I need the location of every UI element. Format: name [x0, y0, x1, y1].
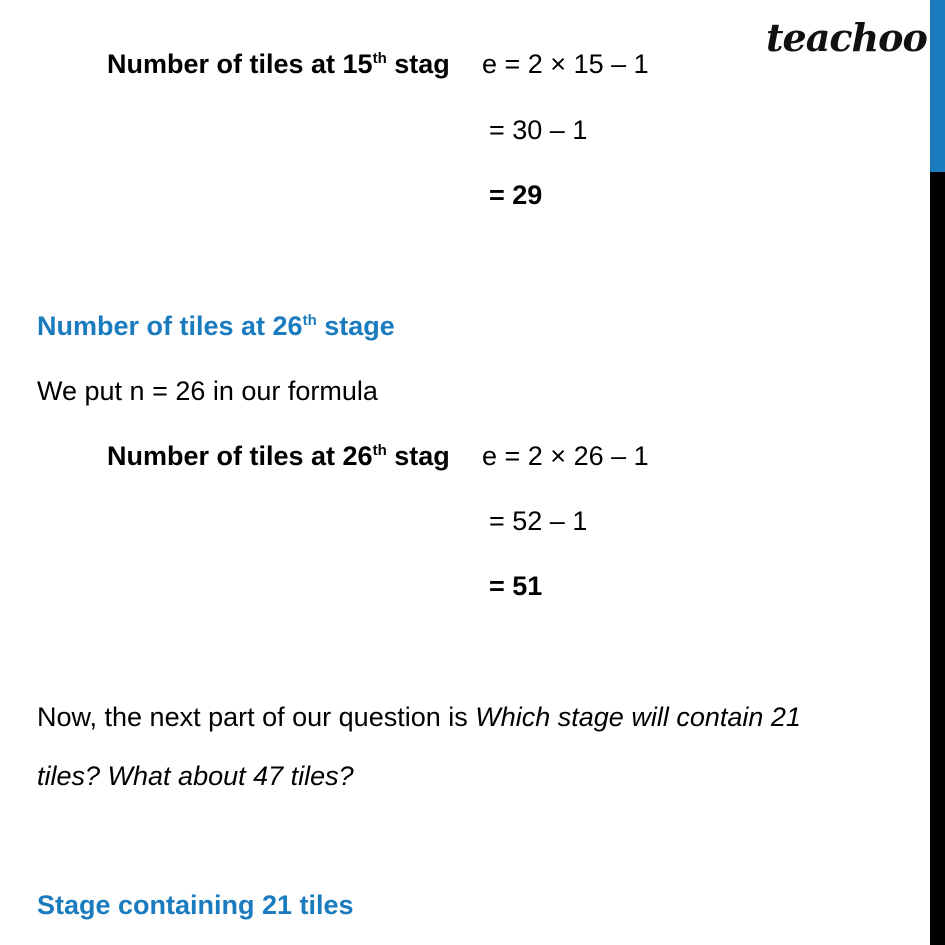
- put-n-26-text: We put n = 26 in our formula: [37, 376, 378, 406]
- heading-stage-21-tiles: Stage containing 21 tiles: [37, 890, 354, 920]
- stage15-label: Number of tiles at 15th stag: [107, 49, 450, 79]
- question-line-1: Now, the next part of our question is Which stage will contain 21: [37, 702, 801, 732]
- heading-stage26: Number of tiles at 26th stage: [37, 311, 395, 341]
- stage15-equation-1: e = 2 × 15 – 1: [482, 49, 649, 79]
- stage26-result: = 51: [489, 571, 543, 601]
- side-rail-accent: [930, 0, 945, 172]
- stage26-equation-2: = 52 – 1: [489, 506, 588, 536]
- stage26-label: Number of tiles at 26th stag: [107, 441, 450, 471]
- stage26-equation-1: e = 2 × 26 – 1: [482, 441, 649, 471]
- teachoo-logo: teachoo: [766, 15, 927, 60]
- stage15-result: = 29: [489, 180, 543, 210]
- stage15-equation-2: = 30 – 1: [489, 115, 588, 145]
- question-line-2: tiles? What about 47 tiles?: [37, 761, 354, 791]
